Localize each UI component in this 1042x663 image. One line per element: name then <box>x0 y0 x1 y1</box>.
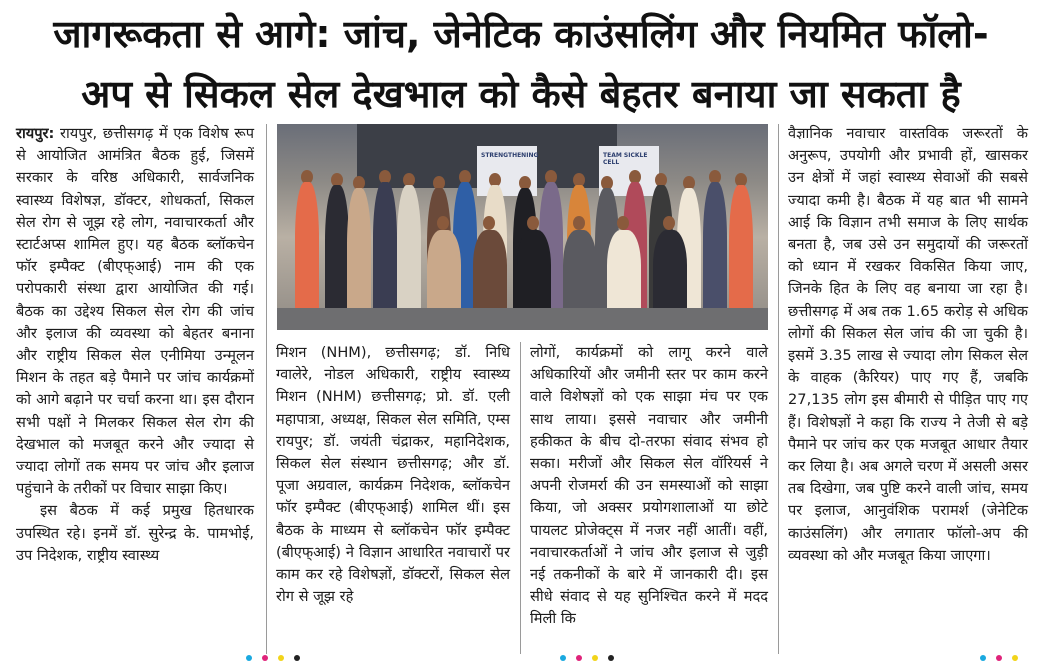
standing-person <box>397 185 421 325</box>
article-column-2: मिशन (NHM), छत्तीसगढ़; डॉ. निधि ग्वालेरे, नोडल अधिकारी, राष्ट्रीय स्वास्थ्य मिशन (NHM) छत्तीसगढ़; प्रो. डॉ. एली महापात्रा, अध्यक्ष, सिकल सेल समिति, एम्स रायपुर; डॉ. जयंती चंद्राकर, महानिदेशक, सिकल सेल संस्थान छत्तीसगढ़; और डॉ. पूजा अग्रवाल, कार्यक्रम निदेशक, ब्लॉकचेन फॉर इम्पैक्ट (बीएफ्आई) शामिल थीं। इस बैठक के माध्यम से ब्लॉकचेन फॉर इम्पैक्ट (बीएफ्आई) ने विज्ञान आधारित नवाचारों पर काम कर रहे विशेषज्ञों, डॉक्टरों, सिकल सेल रोग से जूझ रहे <box>276 344 510 606</box>
person-head <box>437 216 449 230</box>
article-column-4: वैज्ञानिक नवाचार वास्तविक जरूरतों के अनुरूप, उपयोगी और प्रभावी हों, खासकर उन क्षेत्रों में जहां स्वास्थ्य सेवाओं की सबसे ज्यादा कमी है। बैठक में यह बात भी सामने आई कि विज्ञान तभी समाज के लिए सार्थक बनता है, जब उसे उन समुदायों की जरूरतों को ध्यान में रखकर विकसित किया जाए, जिनके हित के लिए वह बनाया जा रहा है। छत्तीसगढ़ में अब तक 1.65 करोड़ से अधिक लोगों की सिकल सेल जांच की जा चुकी है। इसमें 3.35 लाख से ज्यादा लोग सिकल सेल के वाहक (कैरियर) पाए गए हैं, जबकि 27,135 लोग इस बीमारी से पीड़ित पाए गए हैं। विशेषज्ञों ने कहा कि राज्य ने तेजी से बड़े पैमाने पर जांच कर एक मजबूत आधार तैयार कर लिया है। अब अगले चरण में असली असर तब दिखेगा, जब पुष्टि करने वाली जांच, समय पर इलाज, आनुवंशिक परामर्श (जेनेटिक काउंसलिंग) और लगातार फॉलो-अप की व्यवस्था को और मजबूत किया जाएगा। <box>788 125 1028 564</box>
seated-person <box>653 230 687 318</box>
event-photo <box>277 124 768 330</box>
column-divider <box>778 124 779 654</box>
print-registration-marks <box>560 655 614 661</box>
standing-person <box>347 188 371 328</box>
column-divider <box>266 124 267 654</box>
photo-banner-left: STRENGTHENING <box>477 146 537 196</box>
article-paragraph: इस बैठक में कई प्रमुख हितधारक उपस्थित रहे। इनमें डॉ. सुरेन्द्र के. पामभोई, उप निदेशक, राष्ट्रीय स्वास्थ्य <box>16 502 254 564</box>
seated-person <box>563 230 597 318</box>
person-head <box>617 216 629 230</box>
column-divider <box>520 342 521 654</box>
standing-person <box>373 182 397 322</box>
standing-person <box>325 185 349 325</box>
seated-person <box>427 230 461 318</box>
seated-person <box>517 230 551 318</box>
photo-banner-right: TEAM SICKLE CELL <box>599 146 659 196</box>
standing-person <box>295 182 319 322</box>
headline <box>8 4 1034 124</box>
seated-person <box>473 230 507 318</box>
article-column-3: लोगों, कार्यक्रमों को लागू करने वाले अधिकारियों और जमीनी स्तर पर काम करने वाले विशेषज्ञों को एक साझा मंच पर एक साथ लाया। इससे नवाचार और जमीनी हकीकत के बीच दो-तरफा संवाद संभव हो सका। मरीजों और सिकल सेल वॉरियर्स ने अपनी रोजमर्रा की उन समस्याओं को साझा किया, जो अक्सर प्रयोगशालाओं या छोटे पायलट प्रोजेक्ट्स में नजर नहीं आतीं। वहीं, नवाचारकर्ताओं ने जांच और इलाज से जुड़ी नई तकनीकों के बारे में जानकारी दी। इस सीधे संवाद से यह सुनिश्चित करने में मदद मिली कि <box>530 344 768 628</box>
article-paragraph <box>16 123 254 500</box>
print-registration-marks <box>980 655 1018 661</box>
article-column-1 <box>16 123 254 567</box>
standing-person <box>729 185 753 325</box>
headline-line-2: अप से सिकल सेल देखभाल को कैसे बेहतर बनाया जा सकता है <box>81 72 961 116</box>
person-head <box>663 216 675 230</box>
person-head <box>573 216 585 230</box>
headline-line-1: जागरूकता से आगे: जांच, जेनेटिक काउंसलिंग और नियमित फॉलो- <box>53 12 989 56</box>
person-head <box>527 216 539 230</box>
seated-person <box>607 230 641 318</box>
person-head <box>483 216 495 230</box>
paragraph-text: रायपुर, छत्तीसगढ़ में एक विशेष रूप से आयोजित आमंत्रित बैठक हुई, जिसमें सरकार के वरिष्ठ अधिकारी, सार्वजनिक स्वास्थ्य विशेषज्ञ, डॉक्टर, शोधकर्ता, सिकल सेल रोग से जूझ रहे लोग, नवाचारकर्ता और स्टार्टअप्स शामिल हुए। यह बैठक ब्लॉकचेन फॉर इम्पैक्ट (बीएफ्आई) नाम की एक परोपकारी संस्था द्वारा आयोजित की गई। बैठक का उद्देश्य सिकल सेल रोग की जांच और इलाज की व्यवस्था को बेहतर बनाना और राष्ट्रीय सिकल सेल एनीमिया उन्मूलन मिशन के तहत बड़े पैमाने पर जांच कार्यक्रमों को आगे बढ़ाने पर चर्चा करना था। इस दौरान सभी पक्षों ने मिलकर सिकल सेल रोग की देखभाल को मजबूत करने और ज्यादा से ज्यादा लोगों तक समय पर जांच और इलाज पहुंचाने के तरीकों पर विचार साझा किए। <box>16 125 254 498</box>
dateline: रायपुर: <box>16 125 55 142</box>
standing-person <box>703 182 727 322</box>
photo-floor <box>277 308 768 330</box>
print-registration-marks <box>246 655 300 661</box>
